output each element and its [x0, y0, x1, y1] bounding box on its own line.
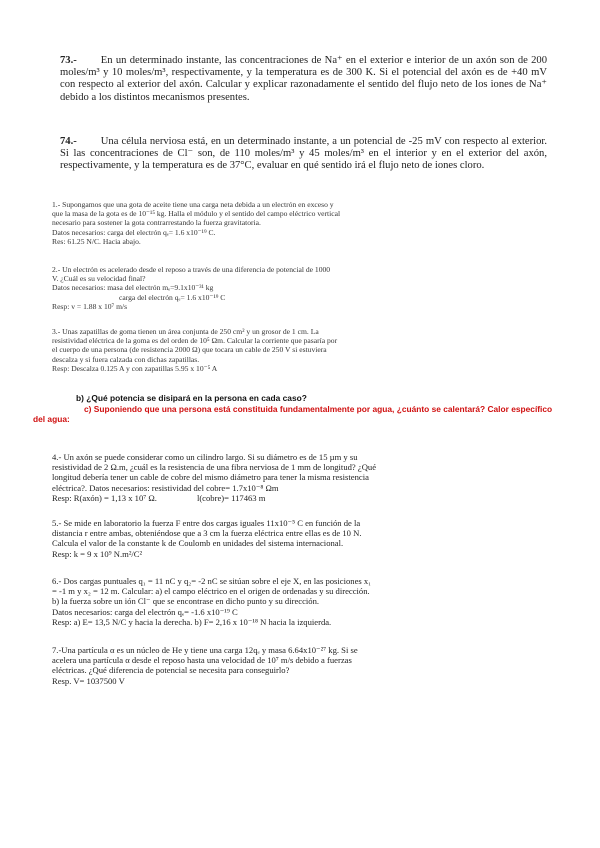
question-4-line: resistividad de 2 Ω.m, ¿cuál es la resistencia de una fibra nerviosa de 1 mm de longitud? ¿Qué: [52, 462, 377, 473]
question-7-line: eléctricas. ¿Qué diferencia de potencial se necesita para conseguirlo?: [52, 665, 290, 676]
question-6-answer: Resp: a) E= 13,5 N/C y hacia la derecha. b) F= 2,16 x 10⁻¹⁸ N hacia la izquierda.: [52, 616, 332, 627]
problem-73-number: 73.-: [60, 55, 77, 66]
question-4-answer-copper: l(cobre)= 117463 m: [196, 492, 266, 503]
question-2-line: carga del electrón qₑ= 1.6 x10⁻¹⁹ C: [119, 292, 226, 302]
question-7-answer: Resp. V= 1037500 V: [52, 675, 125, 686]
question-6-line: 6.- Dos cargas puntuales q₁ = 11 nC y q₂= -2 nC se sitúan sobre el eje X, en las posiciones x₁: [52, 576, 372, 586]
question-3-line: el cuerpo de una persona (de resistencia 2000 Ω) que tocara un cable de 250 V si estuviera: [52, 345, 327, 355]
problem-74-text: Una célula nerviosa está, en un determinado instante, a un potencial de -25 mV con respecto al exterior. Si las concentraciones de Cl⁻ son, de 110 moles/m³ y 45 moles/m³ en el interior y en el exterior del axón, respectivamente, y la temperatura es de 37°C, evaluar en qué sentido irá el flujo neto de iones cloro.: [60, 136, 547, 172]
question-2: [52, 265, 492, 311]
question-5-line: Calcula el valor de la constante k de Coulomb en unidades del sistema internacional.: [52, 538, 344, 549]
question-2-line: 2.- Un electrón es acelerado desde el reposo a través de una diferencia de potencial de 1000: [52, 265, 331, 274]
question-4-line: eléctrica?. Datos necesarios: resistividad del cobre= 1.7x10⁻⁸ Ωm: [52, 482, 279, 493]
question-6-line: Datos necesarios: carga del electrón qₑ= -1.6 x10⁻¹⁹ C: [52, 606, 238, 617]
problem-73-text: En un determinado instante, las concentraciones de Na⁺ en el exterior e interior de un axón son de 200 moles/m³ y 10 moles/m³, respectivamente, y la temperatura es de 300 K. Si el potencial del axón es de +40 mV con respecto al exterior del axón. Calcular y explicar razonadamente el sentido del flujo neto de los iones de Na⁺ debido a los distintos mecanismos presentes.: [60, 55, 547, 103]
question-3: [52, 327, 504, 373]
problem-73: [60, 55, 547, 104]
question-4-answer: [52, 493, 502, 503]
question-5-line: 5.- Se mide en laboratorio la fuerza F entre dos cargas iguales 11x10⁻⁵ C en función de la: [52, 518, 361, 528]
question-7-line: 7.-Una partícula α es un núcleo de He y tiene una carga 12qₑ y masa 6.64x10⁻²⁷ kg. Si se: [52, 645, 358, 655]
question-6-line: = -1 m y x₂ = 12 m. Calcular: a) el campo eléctrico en el origen de ordenadas y su dirección.: [52, 586, 370, 597]
question-1-line: 1.- Supongamos que una gota de aceite tiene una carga neta debida a un electrón en exceso y: [52, 200, 334, 209]
question-2-line: Datos necesarios: masa del electrón mₑ=9.1x10⁻³¹ kg: [52, 283, 214, 293]
question-6-line: b) la fuerza sobre un ión Cl⁻ que se encontrase en dicho punto y su dirección.: [52, 596, 320, 607]
question-3-answer: Resp: Descalza 0.125 A y con zapatillas 5.95 x 10⁻⁵ A: [52, 363, 218, 373]
question-3b: b) ¿Qué potencia se disipará en la persona en cada caso?: [76, 393, 307, 403]
problem-74-number: 74.-: [60, 136, 77, 147]
question-5-line: distancia r entre ambas, obteniéndose que a 3 cm la fuerza eléctrica entre ellas es de 10 N.: [52, 528, 362, 539]
question-3c-line: del agua:: [33, 414, 70, 425]
question-1: [52, 200, 492, 246]
question-7: [52, 645, 502, 686]
question-3-line: resistividad eléctrica de la goma es del orden de 10⁵ Ωm. Calcular la corriente que pasaría por: [52, 336, 338, 346]
problem-74: [60, 136, 547, 173]
question-4-answer-axon: Resp: R(axón) = 1,13 x 10⁷ Ω.: [52, 492, 157, 503]
question-1-line: Datos necesarios: carga del electrón qₑ= 1.6 x10⁻¹⁹ C.: [52, 227, 216, 237]
question-4-line: 4.- Un axón se puede considerar como un cilindro largo. Si su diámetro es de 15 µm y su: [52, 452, 358, 462]
question-1-line: que la masa de la gota es de 10⁻¹⁵ kg. Halla el módulo y el sentido del campo eléctrico vertical: [52, 209, 341, 219]
question-1-answer: Res: 61.25 N/C. Hacia abajo.: [52, 236, 141, 246]
question-7-line: acelera una partícula α desde el reposo hasta una velocidad de 10⁷ m/s debido a fuerzas: [52, 655, 352, 666]
question-5-answer: Resp: k = 9 x 10⁹ N.m²/C²: [52, 548, 143, 559]
question-6: [52, 576, 502, 627]
question-2-line: V. ¿Cuál es su velocidad final?: [52, 274, 146, 284]
question-4: [52, 452, 502, 503]
question-4-line: longitud debería tener un cable de cobre del mismo diámetro para tener la misma resistencia: [52, 472, 369, 483]
question-3c: [33, 404, 573, 425]
question-2-answer: Resp: v = 1.88 x 10⁷ m/s: [52, 301, 128, 311]
question-5: [52, 518, 502, 559]
question-3-line: descalza y si fuera calzada con dichas zapatillas.: [52, 354, 200, 364]
question-1-line: necesario para sostener la gota contrarrestando la fuerza gravitatoria.: [52, 218, 261, 228]
question-3-line: 3.- Unas zapatillas de goma tienen un área conjunta de 250 cm² y un grosor de 1 cm. La: [52, 327, 319, 336]
question-3c-line: c) Suponiendo que una persona está constituida fundamentalmente por agua, ¿cuánto se calentará? Calor específico: [84, 404, 553, 414]
